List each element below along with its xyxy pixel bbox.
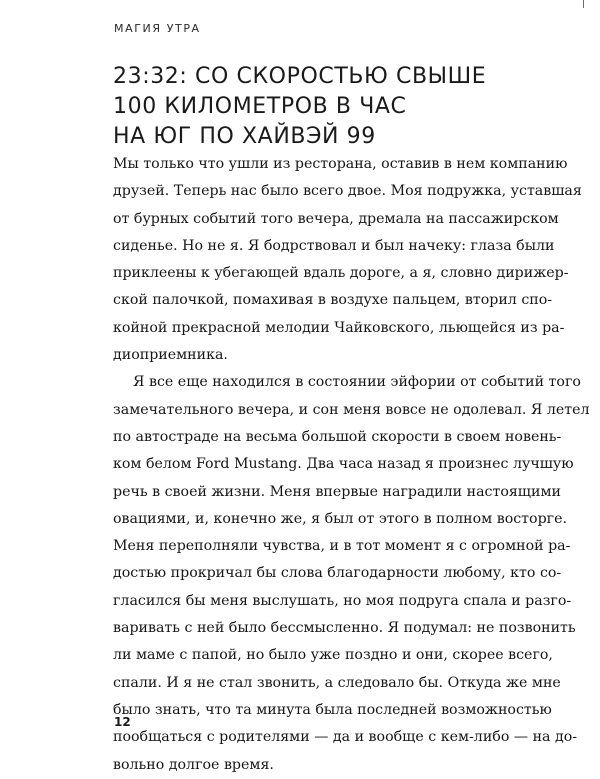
text-line: сиденье. Но не я. Я бодрствовал и был начеку: глаза были [113,237,555,254]
text-line: овациями, и, конечно же, я был от этого в полном восторге. [113,510,567,527]
text-line: гласился бы меня выслушать, но моя подруга спала и разго- [113,592,572,609]
page-edge-mark [583,0,584,8]
paragraph-2 [113,369,590,778]
text-line: замечательного вечера, и сон меня вовсе не одолевал. Я летел [113,401,590,418]
text-line: Я все еще находился в состоянии эйфории от событий того [133,374,581,391]
chapter-title-line: 100 КИЛОМЕТРОВ В ЧАС [113,94,407,119]
paragraph-1 [113,151,582,369]
chapter-title [113,62,553,152]
text-line: речь в своей жизни. Меня впервые наградили настоящими [113,483,561,500]
text-line: было знать, что та минута была последней возможностью [113,701,552,718]
text-line: спали. И я не стал звонить, а следовало бы. Откуда же мне [113,674,561,691]
text-line: вольно долгое время. [113,756,274,773]
text-line: пообщаться с родителями — да и вообще с кем-либо — на до- [113,729,578,746]
page-number: 12 [114,715,131,729]
text-line: ли маме с папой, но было уже поздно и они, скорее всего, [113,647,553,664]
chapter-title-line: НА ЮГ ПО ХАЙВЭЙ 99 [113,124,376,149]
text-line: по автостраде на весьма большой скорости в своем новень- [113,428,562,445]
text-line: варивать с ней было бессмысленно. Я подумал: не позвонить [113,620,576,637]
text-line: койной прекрасной мелодии Чайковского, льющейся из ра- [113,319,565,336]
text-line: диоприемника. [113,347,228,364]
text-line: Мы только что ушли из ресторана, оставив в нем компанию [113,156,568,172]
text-line: Меня переполняли чувства, и в тот момент я с огромной ра- [113,538,571,555]
running-header: МАГИЯ УТРА [114,22,201,35]
text-line: достью прокричал бы слова благодарности любому, кто со- [113,565,562,582]
text-line: ком белом Ford Mustang. Два часа назад я произнес лучшую [113,456,574,473]
text-line: приклеены к убегающей вдаль дороге, а я, словно дирижер- [113,265,569,282]
text-line: от бурных событий того вечера, дремала на пассажирском [113,210,559,227]
text-line: друзей. Теперь нас было всего двое. Моя подружка, уставшая [113,183,582,200]
body-text [113,151,590,779]
text-line: ской палочкой, помахивая в воздухе пальцем, вторил спо- [113,292,553,309]
chapter-title-line: 23:32: СО СКОРОСТЬЮ СВЫШЕ [113,64,487,89]
